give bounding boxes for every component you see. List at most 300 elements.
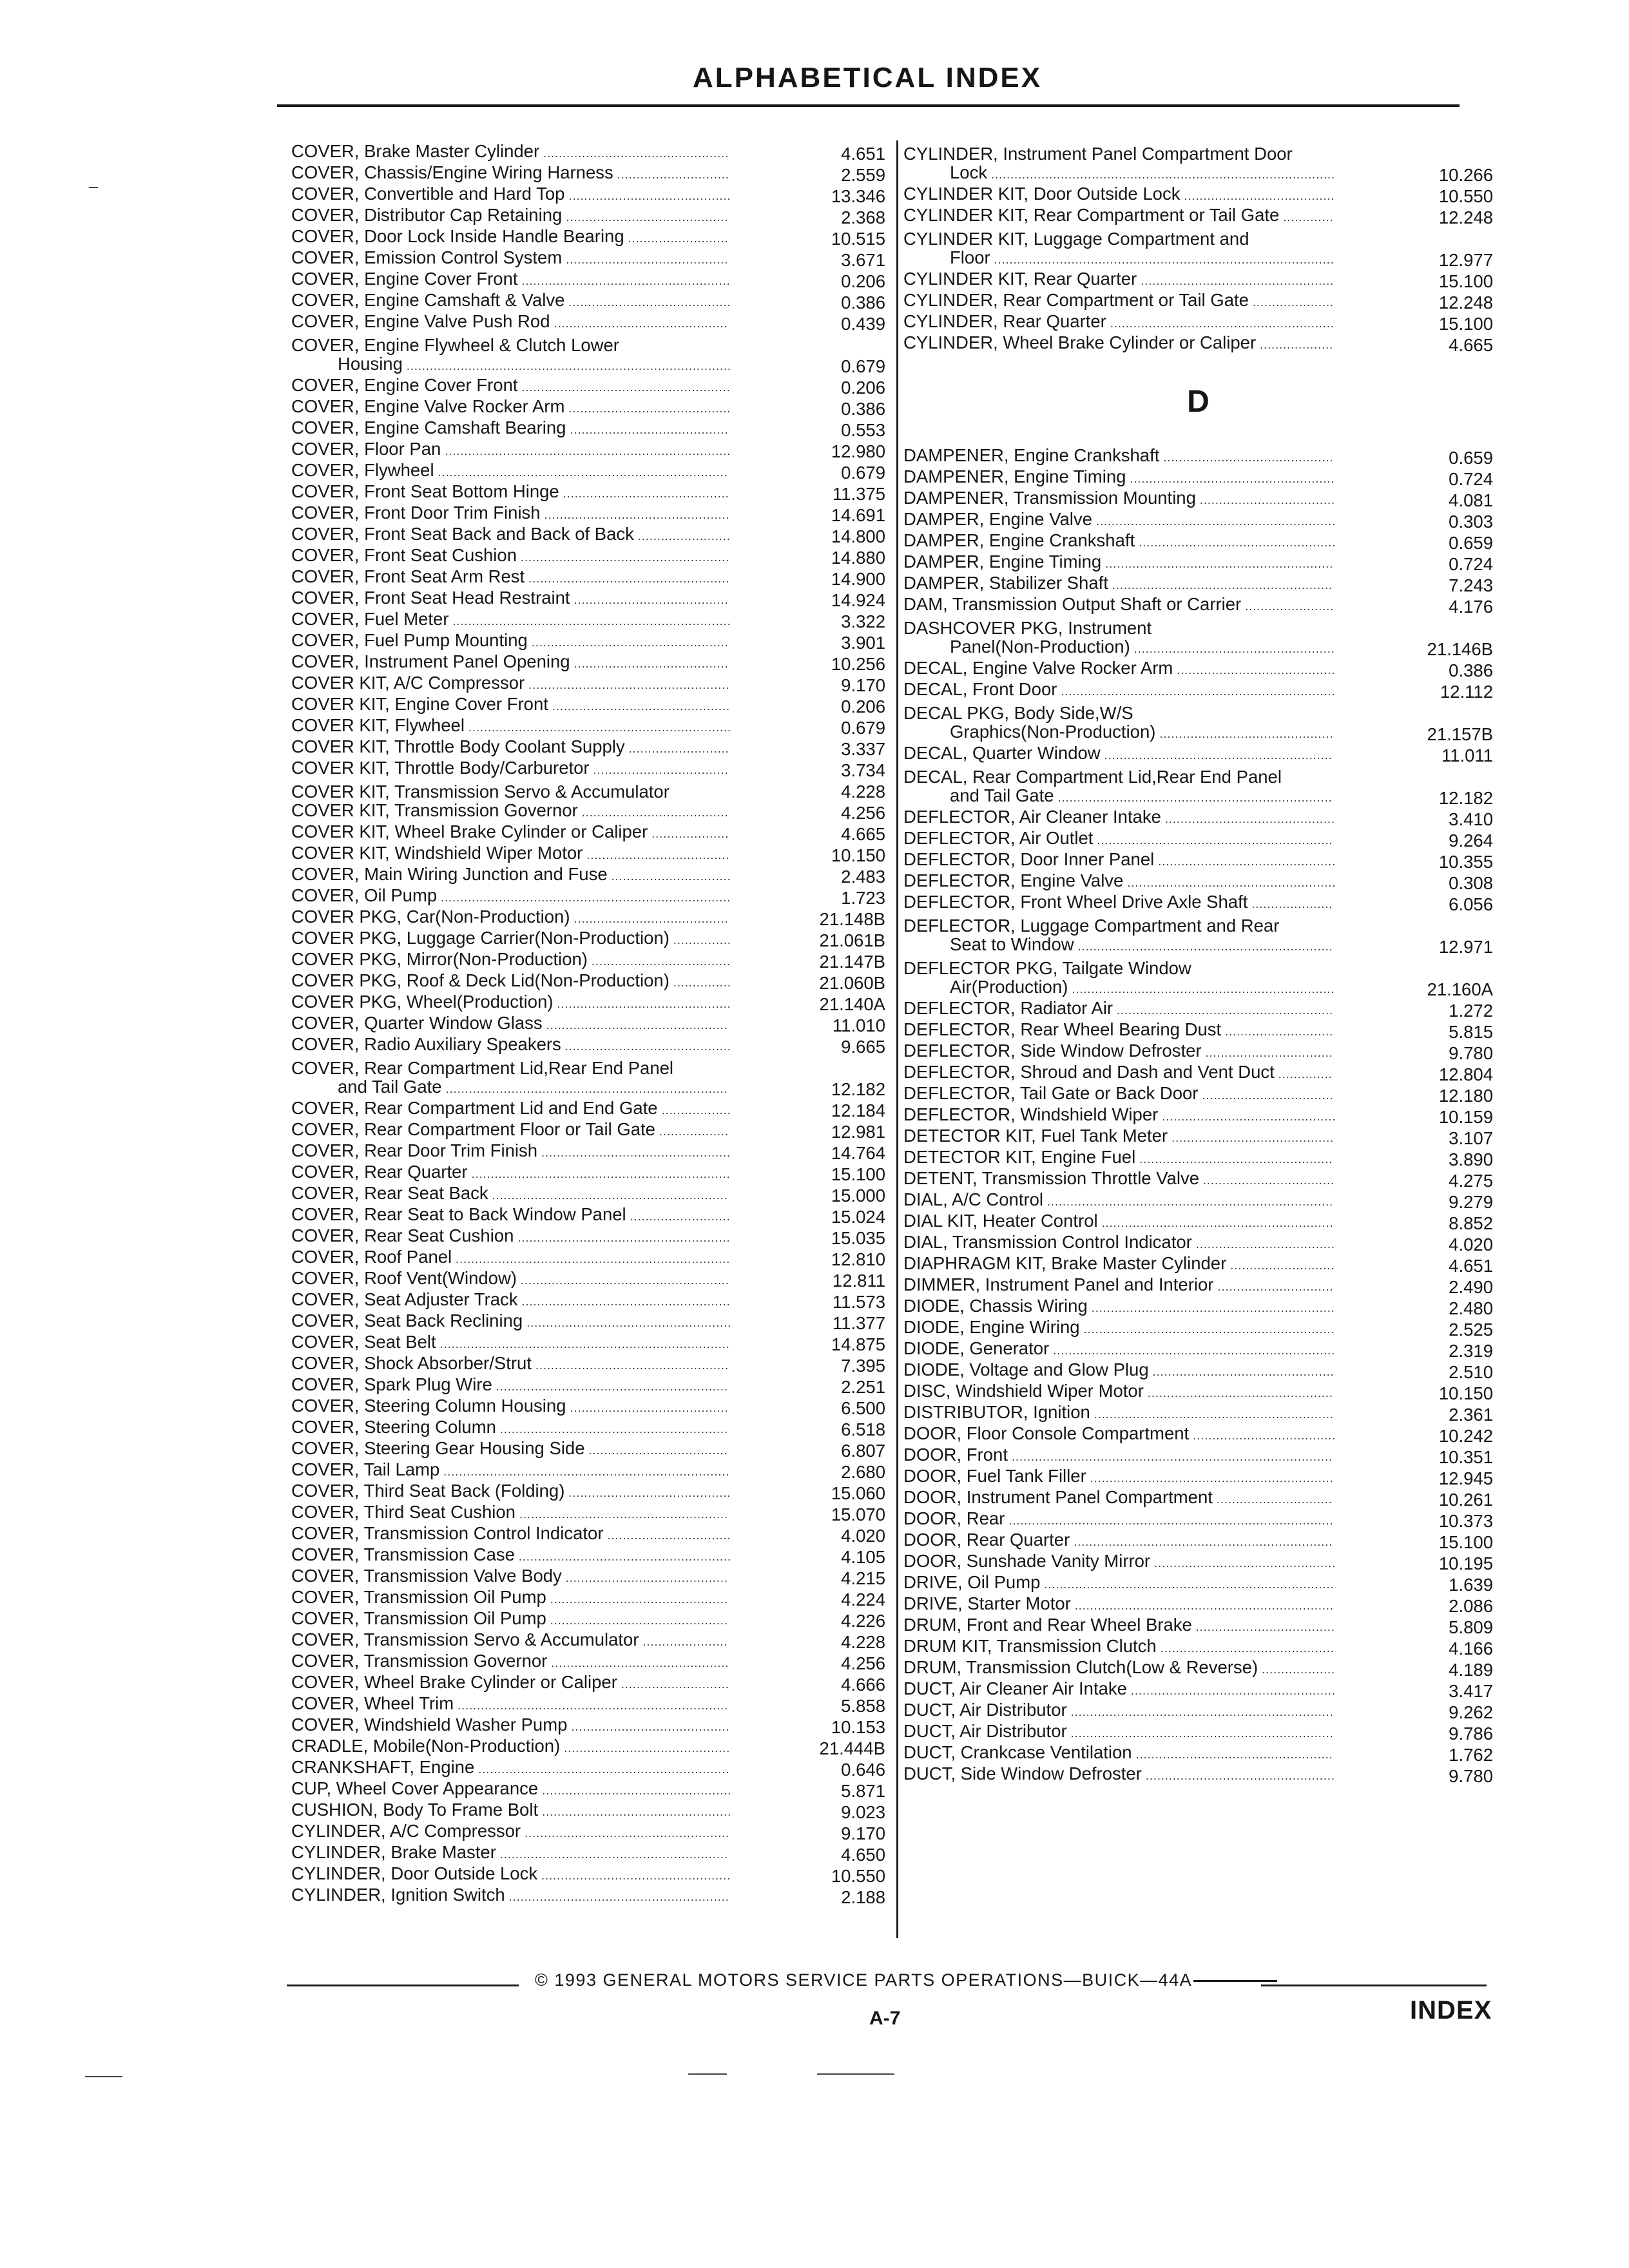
index-entry-label [903,1508,1356,1532]
index-entry-page-ref: 9.264 [1449,831,1493,850]
leader-dots: .............................................................. [1092,515,1336,528]
leader-dots: ......................................... [566,1401,729,1414]
index-entry-label [903,1168,1356,1191]
leader-dots: ............................... [607,870,731,883]
index-entry-page-ref: 2.559 [841,165,885,185]
index-entry-label [903,593,1356,617]
index-entry-page-ref: 14.800 [831,526,885,546]
index-entry-text: DIMMER, Instrument Panel and Interior [903,1274,1214,1294]
index-entry-label [291,268,752,292]
index-entry-label [291,1331,752,1355]
index-entry-page-ref: 12.184 [831,1100,885,1120]
leader-dots: .................................................... [1130,642,1335,655]
leader-dots: .......................................................... [1106,317,1335,330]
index-entry-text: COVER PKG, Roof & Deck Lid(Non-Production) [291,970,670,990]
index-entry-text: Panel(Non-Production) [950,637,1130,657]
index-entry-label [903,891,1356,915]
index-entry-text: COVER, Spark Plug Wire [291,1374,492,1394]
index-entry-text: COVER, Door Lock Inside Handle Bearing [291,226,624,246]
index-entry-text: COVER, Windshield Washer Pump [291,1715,568,1735]
index-entry [291,313,885,334]
leader-dots: ........................ [633,530,731,543]
index-entry-label [291,1352,752,1376]
leader-dots: ........................................................ [1113,1004,1334,1017]
index-entry-text: DOOR, Floor Console Compartment [903,1423,1190,1443]
leader-dots: .......................................................................... [441,445,731,457]
index-entry-label [903,1316,1356,1340]
index-entry-text: DAMPER, Engine Valve [903,509,1092,529]
index-entry-text: COVER KIT, Throttle Body Coolant Supply [291,736,625,756]
index-entry-label [903,1380,1356,1404]
index-entry-text: COVER KIT, Transmission Servo & Accumulator [291,782,670,802]
index-entry-text: DECAL, Rear Compartment Lid,Rear End Panel [903,767,1282,787]
index-entry-label [291,1608,752,1631]
index-entry-label [903,1295,1356,1319]
index-entry-label [903,1423,1356,1446]
index-entry-page-ref: 7.243 [1449,575,1493,595]
index-entry-page-ref: 2.680 [841,1462,885,1482]
index-entry-page-ref: 9.780 [1449,1766,1493,1786]
index-entry-page-ref: 15.000 [831,1186,885,1206]
scan-speck [89,187,98,188]
index-entry-text: COVER, Steering Column Housing [291,1396,566,1416]
index-entry-page-ref: 21.140A [819,994,885,1014]
index-entry-page-ref: 10.351 [1438,1447,1493,1467]
index-entry-label [903,162,1356,186]
index-entry-label [903,1465,1356,1489]
index-entry-page-ref: 2.510 [1449,1362,1493,1382]
index-entry-page-ref: 0.386 [841,293,885,312]
leader-dots: .............................................. [546,1593,728,1606]
index-entry-text: COVER, Engine Flywheel & Clutch Lower [291,335,619,355]
leader-dots: .................................................................... [1066,1706,1334,1718]
leader-dots: ....................................................................... [1057,685,1336,698]
index-entry-label [291,1289,752,1312]
index-entry-page-ref: 4.020 [841,1526,885,1546]
index-entry-label [291,1586,752,1610]
index-entry-text: COVER, Wheel Brake Cylinder or Caliper [291,1672,617,1692]
index-entry-page-ref: 14.880 [831,548,885,568]
index-entry-text: COVER, Seat Adjuster Track [291,1289,518,1309]
leader-dots: ..................................................... [1126,472,1335,485]
index-entry-label [903,1061,1356,1085]
index-entry-text: COVER, Transmission Servo & Accumulator [291,1629,639,1649]
index-entry-text: DOOR, Rear Quarter [903,1530,1070,1550]
index-entry-label [903,466,1356,490]
index-entry-text: DUCT, Air Cleaner Air Intake [903,1678,1127,1698]
index-entry-label [291,651,752,675]
leader-dots: ........................................................... [496,1423,728,1436]
index-entry-text: COVER, Front Seat Cushion [291,545,517,565]
footer-copyright-text: © 1993 GENERAL MOTORS SERVICE PARTS OPERATIONS—BUICK—44A [535,1970,1193,1990]
index-entry-label [903,247,1356,271]
index-entry-label [291,1225,752,1249]
index-entry-label [291,226,752,249]
index-entry-text: DEFLECTOR, Radiator Air [903,998,1113,1018]
index-entry-page-ref: 12.112 [1440,682,1493,702]
index-entry-text: CYLINDER, Brake Master [291,1842,496,1862]
leader-dots: .................................. [1198,1089,1334,1102]
index-entry-label [291,693,752,717]
index-entry-text: CRANKSHAFT, Engine [291,1757,475,1777]
index-entry-text: COVER, Third Seat Cushion [291,1502,516,1522]
index-entry-text: COVER KIT, Wheel Brake Cylinder or Caliper [291,822,648,841]
leader-dots: ...................................... [577,806,729,819]
index-entry-page-ref: 10.373 [1438,1511,1493,1531]
index-entry-page-ref: 4.651 [841,144,885,164]
index-entry-text: COVER, Engine Cover Front [291,269,518,289]
leader-dots: ........................................................................ [448,615,731,628]
leader-dots: ................................................................................... [1007,1450,1333,1463]
index-entry-text: COVER, Oil Pump [291,885,438,905]
leader-dots: ............................................. [550,317,728,330]
leader-dots: ................................................................... [467,1168,731,1180]
scan-speck [688,2073,727,2075]
index-entry-text: CUSHION, Body To Frame Bolt [291,1800,539,1820]
index-entry-page-ref: 4.275 [1449,1171,1493,1191]
index-entry-label [291,1523,752,1546]
index-entry-text: DIAL, Transmission Control Indicator [903,1232,1192,1252]
leader-dots: ...................................................... [516,1274,730,1287]
index-entry-page-ref: 4.650 [841,1845,885,1865]
index-entry-label [291,1820,752,1844]
index-entry-page-ref: 12.804 [1438,1064,1493,1084]
index-entry-text: CUP, Wheel Cover Appearance [291,1778,539,1798]
leader-dots: ..................................................... [1126,1684,1336,1697]
leader-dots: .......................................... [564,189,731,202]
index-entry-label [903,1104,1356,1128]
index-entry-label [903,1657,1356,1680]
leader-dots: ......................................................... [1108,579,1333,591]
index-entry-label [903,311,1356,334]
index-entry-text: CYLINDER, Rear Compartment or Tail Gate [903,290,1249,310]
index-entry-page-ref: 2.480 [1449,1298,1493,1318]
index-entry-label [903,1635,1356,1659]
index-entry-page-ref: 1.723 [841,888,885,908]
index-entry-page-ref: 3.890 [1449,1149,1493,1169]
index-entry-label [903,1763,1356,1787]
index-entry-label [291,991,752,1015]
index-entry-page-ref: 10.150 [1438,1383,1493,1403]
index-entry-text: COVER, Roof Panel [291,1247,452,1267]
index-entry-label [903,636,1356,660]
index-entry-page-ref: 6.518 [841,1419,885,1439]
index-entry-text: Housing [338,354,403,374]
leader-dots: ........................................ [570,593,729,606]
leader-dots: .......................... [624,742,729,755]
index-entry-text: COVER, Rear Compartment Lid,Rear End Panel [291,1058,674,1078]
index-entry-text: DEFLECTOR, Door Inner Panel [903,849,1155,869]
index-entry-page-ref: 3.901 [841,633,885,653]
leader-dots: .................................... [1191,1238,1335,1251]
index-entry-label [291,566,752,590]
leader-dots: ............. [1279,211,1334,224]
index-entry-label [903,487,1356,511]
index-entry-label [291,736,752,760]
index-entry-label [903,551,1356,575]
leader-dots: ......................................................................... [1049,1344,1336,1357]
index-entry-label [903,1253,1356,1276]
index-entry-text: DIAPHRAGM KIT, Brake Master Cylinder [903,1253,1227,1273]
index-entry-label [291,842,752,866]
index-entry-text: DEFLECTOR PKG, Tailgate Window [903,958,1191,978]
leader-dots: .................................................................................... [1005,1514,1334,1527]
index-entry-label [291,481,752,505]
leader-dots: ..................... [1248,296,1334,309]
index-entry-text: DRUM, Transmission Clutch(Low & Reverse) [903,1657,1258,1677]
index-entry-label [903,1571,1356,1595]
index-entry-text: COVER, Front Seat Head Restraint [291,588,570,608]
leader-dots: ................................................. [538,1784,732,1797]
right-index-column [903,143,1493,1787]
index-entry-page-ref: 10.261 [1438,1490,1493,1510]
index-entry-label [291,1182,752,1206]
leader-dots: ........................................................................................ [990,253,1335,266]
leader-dots: ......................................... [1173,664,1336,677]
leader-dots: ........................................... [560,1742,731,1754]
index-entry-label [291,608,752,632]
index-entry-label [291,1161,752,1185]
index-entry-text: Floor [950,247,990,267]
index-entry-page-ref: 4.256 [841,1653,885,1673]
index-entry-page-ref: 12.180 [1438,1086,1493,1106]
leader-dots: .............................. [1212,1493,1333,1506]
leader-dots: ...................................................... [517,381,731,394]
index-entry-text: COVER, Emission Control System [291,247,563,267]
index-entry-label [291,821,752,845]
index-entry-page-ref: 3.417 [1449,1681,1493,1701]
index-entry-page-ref: 2.368 [841,207,885,227]
index-entry-label [903,183,1356,207]
leader-dots: .................................................................... [464,721,732,734]
index-entry-page-ref: 15.100 [1438,1532,1493,1552]
index-entry-text: Seat to Window [950,934,1074,954]
index-entry-page-ref: 0.724 [1449,469,1493,489]
index-entry-text: COVER, Transmission Valve Body [291,1566,562,1586]
index-entry-text: DISTRIBUTOR, Ignition [903,1402,1090,1422]
index-entry-label [291,1033,752,1057]
index-entry-text: DOOR, Sunshade Vanity Mirror [903,1551,1151,1571]
index-entry-label [903,1401,1356,1425]
index-entry-text: DEFLECTOR, Windshield Wiper [903,1104,1159,1124]
index-entry-text: and Tail Gate [950,785,1054,805]
index-entry-label [291,1841,752,1865]
index-entry-page-ref: 0.439 [841,314,885,334]
index-entry-page-ref: 3.410 [1449,809,1493,829]
index-entry-text: DIAL KIT, Heater Control [903,1211,1098,1231]
index-entry-label [903,1338,1356,1361]
index-entry-text: DAMPER, Engine Crankshaft [903,530,1135,550]
leader-dots: ....................................... [1180,189,1335,202]
index-entry-label [903,530,1356,553]
leader-dots: ............................................. [1158,1110,1336,1123]
index-entry-label [291,1119,752,1142]
index-entry-text: COVER KIT, Engine Cover Front [291,694,548,714]
index-entry-text: Graphics(Non-Production) [950,722,1156,742]
leader-dots: ................... [1258,1663,1336,1676]
index-entry-page-ref: 10.515 [831,229,885,249]
index-entry [903,596,1493,617]
index-entry-text: COVER PKG, Luggage Carrier(Non-Production) [291,928,670,948]
index-entry-text: COVER, Rear Seat to Back Window Panel [291,1204,626,1224]
index-entry-label [291,1629,752,1653]
index-entry-text: DUCT, Air Distributor [903,1721,1067,1741]
index-entry-label [291,289,752,313]
index-entry-page-ref: 5.858 [841,1696,885,1716]
index-entry-text: COVER, Quarter Window Glass [291,1013,543,1033]
index-entry-text: DOOR, Front [903,1445,1008,1465]
index-entry-page-ref: 14.691 [831,505,885,525]
index-entry-page-ref: 4.081 [1449,490,1493,510]
leader-dots: .................................................................... [1066,1727,1334,1740]
leader-dots: ............................................ [1159,451,1334,464]
leader-dots: ................................................ [1143,1387,1333,1399]
index-entry-page-ref: 10.355 [1438,852,1493,872]
index-entry-label [291,1480,752,1504]
leader-dots: ........................... [1226,1259,1335,1272]
leader-dots: ................................................. [537,1146,731,1159]
index-entry-label [903,1593,1356,1617]
leader-dots: ..................................................... [523,1316,732,1329]
index-entry-page-ref: 5.809 [1449,1617,1493,1637]
index-entry-page-ref: 10.242 [1438,1426,1493,1446]
leader-dots: ............................. [613,168,729,181]
leader-dots: .............................................. [1154,855,1336,868]
index-entry-page-ref: 21.160A [1427,979,1493,999]
index-entry-text: DRUM, Front and Rear Wheel Brake [903,1615,1192,1635]
index-entry-text: Lock [950,162,988,182]
index-entry-page-ref: 3.322 [841,611,885,631]
index-entry-label [291,1544,752,1568]
index-entry-text: COVER, Convertible and Hard Top [291,184,565,204]
index-entry-label [291,1097,752,1121]
index-entry [291,1887,885,1908]
section-label: INDEX [1410,1996,1492,2024]
index-entry-text: COVER, Flywheel [291,460,434,480]
leader-dots: ....................................................................... [1054,791,1333,804]
index-entry-page-ref: 12.971 [1438,937,1493,957]
index-entry-text: COVER KIT, Flywheel [291,715,465,735]
index-entry-page-ref: 21.146B [1427,639,1493,659]
index-entry-label [903,742,1356,766]
leader-dots: .......................... [624,232,729,245]
index-entry-text: COVER, Fuel Meter [291,609,449,629]
index-entry-page-ref: 15.024 [831,1207,885,1227]
leader-dots: .............................................. [546,1614,728,1627]
index-entry-page-ref: 0.386 [841,399,885,419]
leader-dots: ....................................................................... [452,1253,731,1265]
index-entry-text: COVER, Distributor Cap Retaining [291,205,563,225]
index-entry-label [291,863,752,887]
index-entry-text: DETECTOR KIT, Engine Fuel [903,1147,1136,1167]
index-entry-text: COVER, Radio Auxiliary Speakers [291,1034,561,1054]
leader-dots: ................................................................. [474,1763,730,1776]
index-entry-text: COVER KIT, Windshield Wiper Motor [291,843,583,863]
index-entry-text: DAMPENER, Transmission Mounting [903,488,1196,508]
index-entry-label [291,1714,752,1738]
index-entry-label [903,1550,1356,1574]
index-entry-text: DEFLECTOR, Front Wheel Drive Axle Shaft [903,892,1248,912]
index-entry-label [291,523,752,547]
index-entry-label [903,976,1356,1000]
index-entry-page-ref: 3.671 [841,250,885,270]
leader-dots: ............................................ [1161,812,1335,825]
index-entry-text: DRUM KIT, Transmission Clutch [903,1636,1157,1656]
index-entry-page-ref: 12.811 [832,1271,885,1291]
index-entry-text: DRIVE, Starter Motor [903,1593,1071,1613]
index-entry-page-ref: 4.228 [841,1632,885,1652]
index-entry-label [291,353,752,377]
index-entry-text: DIODE, Generator [903,1338,1050,1358]
leader-dots: .............................................. [548,700,730,713]
leader-dots: .............. [1274,1068,1333,1081]
index-entry-label [291,927,752,951]
index-entry-label [291,1374,752,1398]
index-entry-page-ref: 14.764 [831,1143,885,1163]
index-entry-label [291,715,752,738]
leader-dots: ................................................ [540,508,730,521]
index-entry-text: COVER KIT, Throttle Body/Carburetor [291,758,590,778]
index-entry-text: DUCT, Air Distributor [903,1700,1067,1720]
index-entry-label [291,544,752,568]
index-entry-text: CYLINDER, Ignition Switch [291,1885,505,1905]
index-entry-text: COVER, Engine Valve Rocker Arm [291,396,565,416]
index-entry-page-ref: 12.182 [831,1079,885,1099]
index-entry-label [903,445,1356,468]
leader-dots: ...................................................... [517,1295,731,1308]
index-entry-page-ref: 0.659 [1449,448,1493,468]
index-entry-text: CYLINDER, Instrument Panel Compartment Door [903,144,1293,164]
leader-dots: .................................... [1191,1620,1335,1633]
index-entry-page-ref: 13.346 [831,186,885,206]
index-entry-page-ref: 10.150 [831,845,885,865]
index-entry-label [903,721,1356,745]
index-entry-label [291,1650,752,1674]
index-entry-label [903,1125,1356,1149]
index-entry-text: COVER, Brake Master Cylinder [291,141,540,161]
index-entry-label [903,1720,1356,1744]
leader-dots: .............................. [1213,1280,1334,1293]
leader-dots: ........................................ [570,657,729,670]
leader-dots: ......................................................... [505,1890,729,1903]
index-entry-page-ref: 21.148B [819,909,885,929]
index-entry-page-ref: 2.319 [1449,1341,1493,1361]
index-entry-page-ref: 6.056 [1449,894,1493,914]
index-entry-page-ref: 12.980 [831,441,885,461]
index-entry-page-ref: 0.308 [1449,873,1493,893]
index-entry-text: DEFLECTOR, Air Cleaner Intake [903,807,1161,827]
leader-dots: ................... [1256,338,1334,351]
index-entry-text: COVER, Seat Back Reclining [291,1311,523,1331]
index-entry-label [291,970,752,994]
index-entry-label [291,1884,752,1908]
index-entry-text: DIODE, Engine Wiring [903,1317,1080,1337]
index-entry-page-ref: 21.061B [819,930,885,950]
index-entry-page-ref: 0.206 [841,271,885,291]
leader-dots: ................................... [589,764,729,776]
index-entry-page-ref: 4.651 [1449,1256,1493,1276]
leader-dots: ............................................... [1148,1365,1335,1378]
leader-dots: ................................ [603,1529,731,1542]
index-entry-text: DEFLECTOR, Luggage Compartment and Rear [903,916,1280,936]
index-entry-label [291,1076,752,1100]
index-entry-text: COVER, Rear Compartment Floor or Tail Gate [291,1119,655,1139]
index-entry-label [903,997,1356,1021]
index-entry-label [903,268,1356,292]
index-entry-text: COVER, Transmission Oil Pump [291,1587,546,1607]
index-entry-text: COVER, Rear Compartment Lid and End Gate [291,1098,658,1118]
index-entry-page-ref: 2.483 [841,867,885,887]
